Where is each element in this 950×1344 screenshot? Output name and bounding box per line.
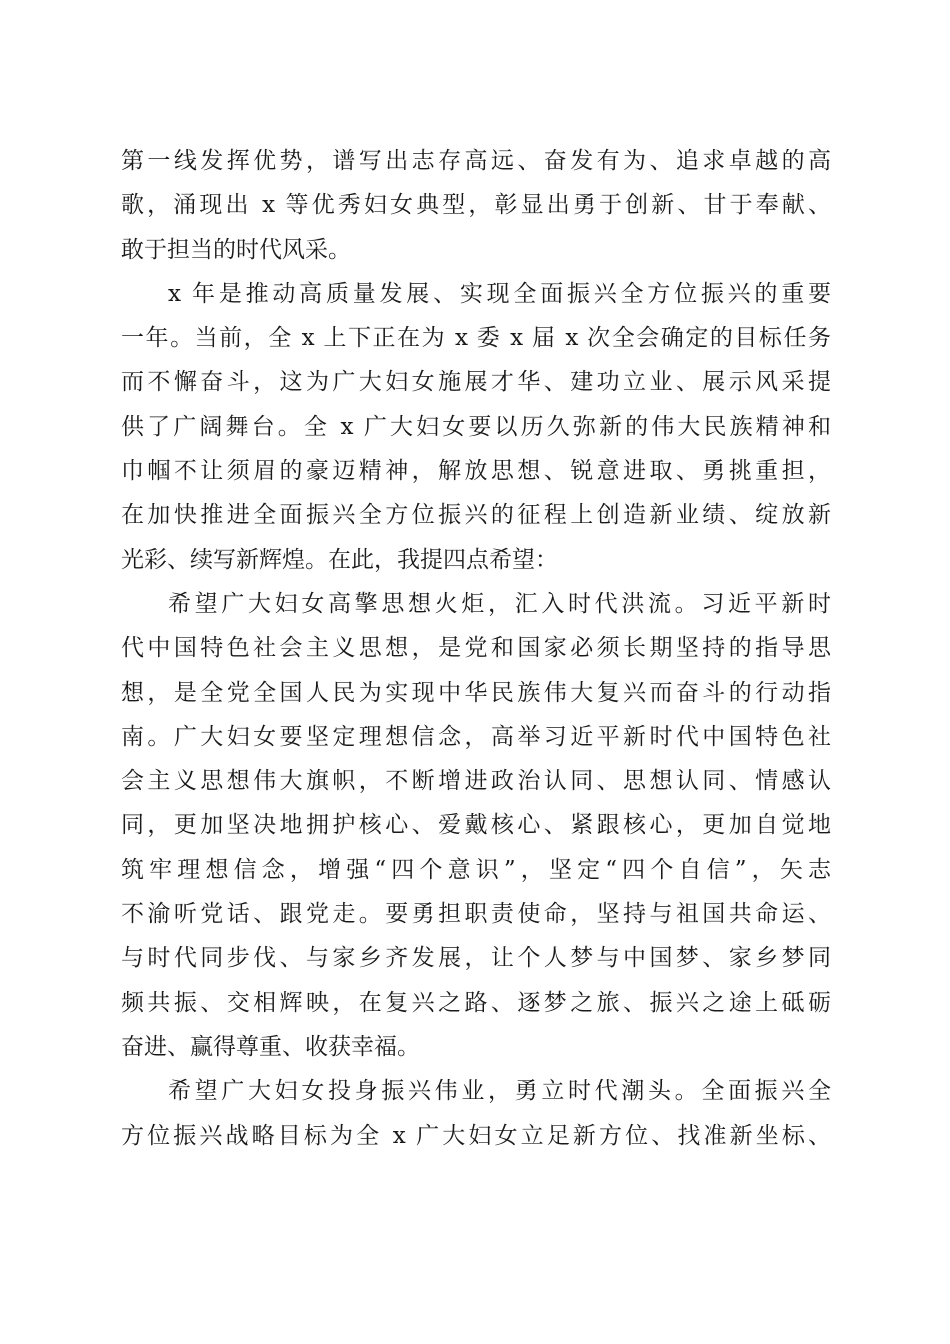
text-line: 希望广大妇女高擎思想火炬，汇入时代洪流。习近平新时 xyxy=(168,590,831,617)
text-line: 歌，涌现出 x 等优秀妇女典型，彰显出勇于创新、甘于奉献、 xyxy=(121,192,831,219)
text-line: x 年是推动高质量发展、实现全面振兴全方位振兴的重要 xyxy=(168,280,831,307)
text-line: 巾帼不让须眉的豪迈精神，解放思想、锐意进取、勇挑重担， xyxy=(121,458,831,485)
text-line: 频共振、交相辉映，在复兴之路、逐梦之旅、振兴之途上砥砺 xyxy=(121,989,831,1016)
text-line: 与时代同步伐、与家乡齐发展，让个人梦与中国梦、家乡梦同 xyxy=(121,945,831,972)
text-line: 供了广阔舞台。全 x 广大妇女要以历久弥新的伟大民族精神和 xyxy=(121,413,831,440)
paragraph-4 xyxy=(121,1069,831,1158)
text-line: 方位振兴战略目标为全 x 广大妇女立足新方位、找准新坐标、 xyxy=(121,1122,831,1149)
text-line: 奋进、赢得尊重、收获幸福。 xyxy=(121,1033,420,1060)
text-line: 一年。当前，全 x 上下正在为 x 委 x 届 x 次全会确定的目标任务 xyxy=(121,325,831,352)
paragraph-2 xyxy=(121,272,831,582)
text-line: 敢于担当的时代风采。 xyxy=(121,236,351,263)
text-line: 想，是全党全国人民为实现中华民族伟大复兴而奋斗的行动指 xyxy=(121,679,831,706)
paragraph-1 xyxy=(121,139,831,272)
text-line: 希望广大妇女投身振兴伟业，勇立时代潮头。全面振兴全 xyxy=(168,1078,831,1105)
text-line: 会主义思想伟大旗帜，不断增进政治认同、思想认同、情感认 xyxy=(121,768,831,795)
paragraph-3 xyxy=(121,582,831,1069)
text-line: 不渝听党话、跟党走。要勇担职责使命，坚持与祖国共命运、 xyxy=(121,901,831,928)
text-line: 而不懈奋斗，这为广大妇女施展才华、建功立业、展示风采提 xyxy=(121,369,831,396)
document-page xyxy=(121,139,831,1158)
text-line: 第一线发挥优势，谱写出志存高远、奋发有为、追求卓越的高 xyxy=(121,148,831,174)
text-line: 南。广大妇女要坚定理想信念，高举习近平新时代中国特色社 xyxy=(121,723,831,750)
text-line: 光彩、续写新辉煌。在此，我提四点希望： xyxy=(121,546,558,573)
text-line: 筑牢理想信念，增强“四个意识”，坚定“四个自信”，矢志 xyxy=(121,856,831,883)
text-line: 同，更加坚决地拥护核心、爱戴核心、紧跟核心，更加自觉地 xyxy=(121,812,831,839)
text-line: 在加快推进全面振兴全方位振兴的征程上创造新业绩、绽放新 xyxy=(121,502,831,529)
text-line: 代中国特色社会主义思想，是党和国家必须长期坚持的指导思 xyxy=(121,635,831,662)
